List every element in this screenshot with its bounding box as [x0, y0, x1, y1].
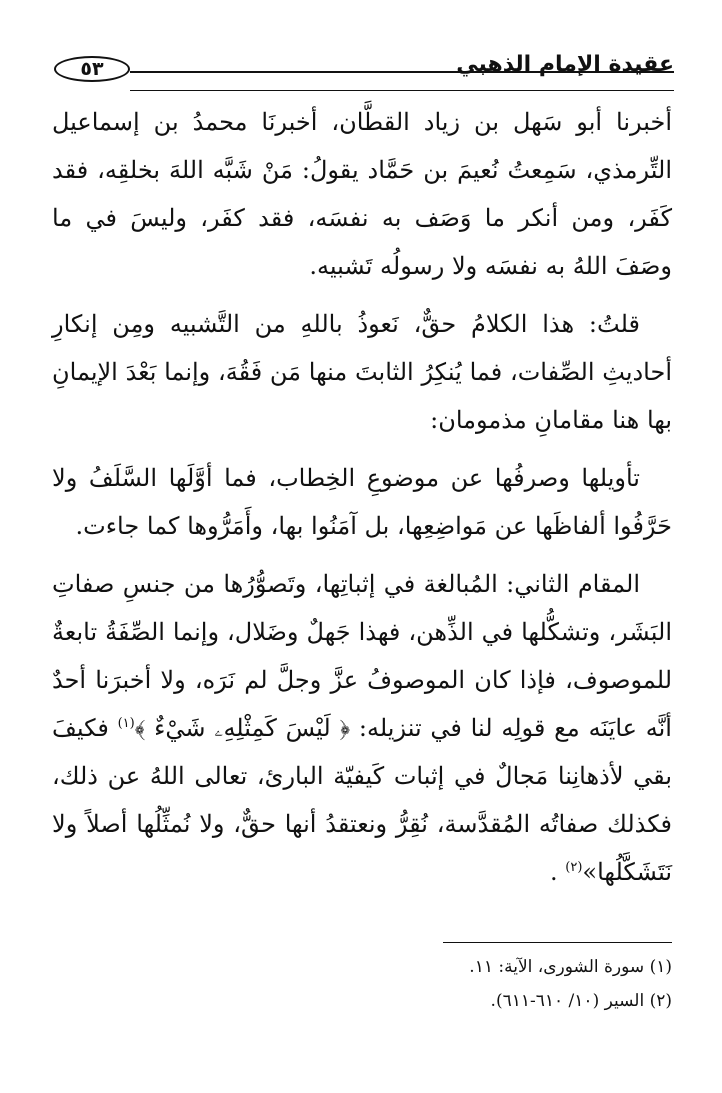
paragraph-3: تأويلها وصرفُها عن موضوعِ الخِطاب، فما أوَّلَها السَّلَفُ ولا حَرَّفُوا ألفاظَها عن مَواضِعِها، بل آمَنُوا بها، وأَمَرُّوها كما جاءت.: [52, 464, 672, 540]
footnote-marker-2: (٢): [565, 860, 583, 875]
footnote-2: (٢) السير (١٠/ ٦١٠-٦١١).: [490, 991, 672, 1011]
page-header: [54, 48, 674, 92]
running-title: عقيدة الإمام الذهبي: [456, 52, 674, 77]
paragraph-4-text: المقام الثاني: المُبالغة في إثباتِها، وتَصوُّرُها من جنسِ صفاتِ البَشَر، وتشكُّلها في الذِّهن، فهذا جَهلٌ وضَلال، وإنما الصِّفَةُ تابعةٌ للموصوف، فإذا كان الموصوفُ عزَّ وجلَّ لم نَرَه، ولا أخبرَنا أحدٌ أنَّه عايَنَه مع قولِه لنا في تنزيله: ﴿ لَيْسَ كَمِثْلِهِۦ شَيْءٌ ﴾: [52, 570, 672, 742]
footnote-marker-1: (١): [117, 716, 135, 731]
footnote-separator: [443, 942, 672, 943]
page-number: ٥٣: [54, 56, 130, 82]
paragraph-1: أخبرنا أبو سَهل بن زياد القطَّان، أخبرنَا محمدُ بن إسماعيل التِّرمذي، سَمِعتُ نُعيمَ بن حَمَّاد يقولُ: مَنْ شَبَّه اللهَ بخلقِه، فقد كَفَر، ومن أنكر ما وَصَف به نفسَه، فقد كفَر، وليسَ في ما وصَفَ اللهُ به نفسَه ولا رسولُه تَشبيه.: [52, 108, 672, 280]
header-underline: [130, 90, 674, 91]
header-rule: [130, 71, 674, 73]
footnotes: [52, 950, 672, 1018]
paragraph-4: [52, 560, 672, 896]
paragraph-2: قلتُ: هذا الكلامُ حقٌّ، نَعوذُ باللهِ من التَّشبيه ومِن إنكارِ أحاديثِ الصِّفات، فما يُنكِرُ الثابتَ منها مَن فَقُهَ، وإنما بَعْدَ الإيمانِ بها هنا مقامانِ مذمومان:: [52, 310, 672, 434]
main-text: [52, 98, 672, 906]
paragraph-4-tail: فكيفَ بقي لأذهانِنا مَجالٌ في إثبات كَيفيّة البارئ، تعالى اللهُ عن ذلك، فكذلك صفاتُه المُقدَّسة، نُقِرُّ ونعتقدُ أنها حقٌّ، ولا نُمثِّلُها أصلاً ولا نَتَشَكَّلُها»: [52, 714, 672, 886]
paragraph-4-end: .: [549, 858, 558, 886]
footnote-1: (١) سورة الشورى، الآية: ١١.: [469, 957, 672, 977]
